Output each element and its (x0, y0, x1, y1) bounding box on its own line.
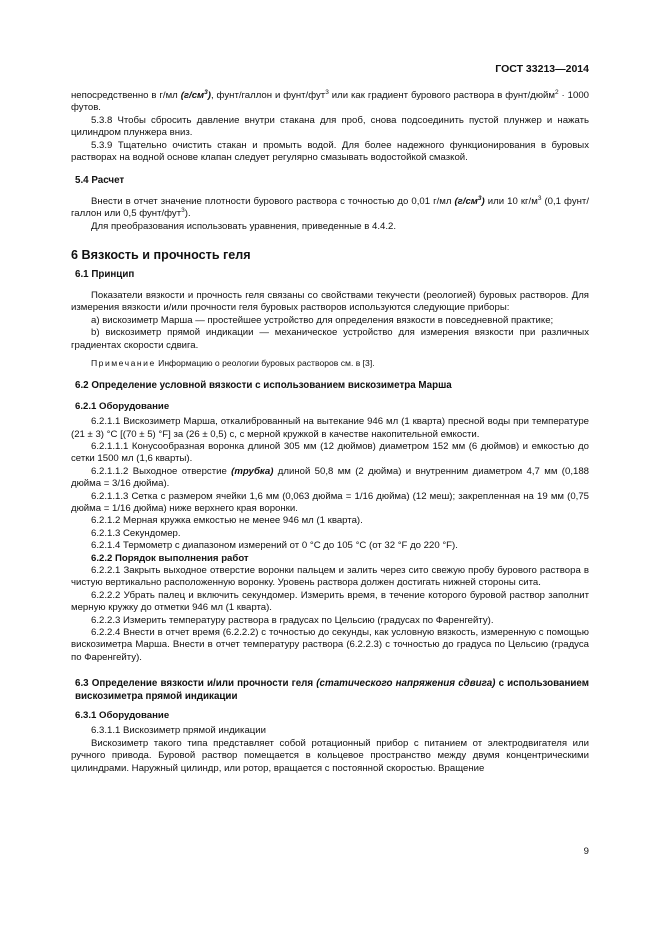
paragraph: 5.3.8 Чтобы сбросить давление внутри стакана для проб, снова подсоединить пустой плунжер и нажать цилиндром плунжера вниз. (71, 114, 589, 139)
subsection-heading: 6.3.1 Оборудование (75, 710, 170, 722)
section-heading: 5.4 Расчет (75, 175, 125, 187)
paragraph: 6.2.2.1 Закрыть выходное отверстие воронки пальцем и залить через сито свежую пробу бурового раствора в чистую вертикально расположенную воронку. Уровень раствора должен достигать нижней стороны сита. (71, 565, 589, 589)
paragraph: Для преобразования использовать уравнения, приведенные в 4.4.2. (91, 220, 397, 232)
note: Примечание Информацию о реологии буровых растворов см. в [3]. (91, 357, 375, 368)
paragraph: 6.2.1.1.2 Выходное отверстие (трубка) длиной 50,8 мм (2 дюйма) и внутренним диаметром 4,7 мм (0,188 дюйма = 3/16 дюйма). (71, 465, 589, 490)
list-item: a) вискозиметр Марша — простейшее устройство для определения вязкости в повседневной практике; (91, 314, 554, 326)
paragraph: 6.2.2.3 Измерить температуру раствора в градусах по Цельсию (градусах по Фаренгейту). (91, 614, 494, 626)
paragraph: 6.2.1.4 Термометр с диапазоном измерений от 0 °С до 105 °С (от 32 °F до 220 °F). (91, 540, 458, 552)
chapter-heading: 6 Вязкость и прочность геля (71, 248, 251, 263)
subsection-heading: 6.2.1 Оборудование (75, 400, 170, 412)
list-item: b) вискозиметр прямой индикации — механическое устройство для измерения вязкости при различных градиентах скорости сдвига. (71, 327, 589, 351)
subsection-heading: 6.2.2 Порядок выполнения работ (91, 552, 249, 564)
paragraph: 6.2.1.1.3 Сетка с размером ячейки 1,6 мм (0,063 дюйма = 1/16 дюйма) (12 меш); закрепленная на 19 мм (0,75 дюйма = 1/16 дюйма) ниже верхнего края воронки. (71, 490, 589, 514)
paragraph: 6.2.1.2 Мерная кружка емкостью не менее 946 мл (1 кварта). (91, 515, 363, 527)
paragraph: 6.2.1.1 Вискозиметр Марша, откалиброванный на вытекание 946 мл (1 кварта) пресной воды при температуре (21 ± 3) °С [(70 ± 5) °F] за (26 ± 0,5) с, с мерной кружкой в качестве накопительной емкости. (71, 416, 589, 440)
paragraph: 6.2.2.2 Убрать палец и включить секундомер. Измерить время, в течение которого буровой раствор заполнит мерную кружку до отметки 946 мл (1 кварта). (71, 589, 589, 614)
paragraph: 6.2.1.1.1 Конусообразная воронка длиной 305 мм (12 дюймов) диаметром 152 мм (6 дюймов) и емкостью до сетки 1500 мл (1,6 кварты). (71, 440, 589, 465)
page-number: 9 (583, 846, 589, 857)
paragraph: непосредственно в г/мл $(г/см^3)$, фунт/галлон и фунт/фут$^3$ или как градиент бурового раствора в фунт/дюйм$^2$ · 1000 футов. (71, 89, 590, 114)
section-heading: 6.2 Определение условной вязкости с использованием вискозиметра Марша (75, 380, 452, 392)
paragraph: 6.2.1.3 Секундомер. (91, 527, 181, 539)
paragraph: Показатели вязкости и прочность геля связаны со свойствами текучести (реологией) буровых растворов. Для измерения вязкости и/или прочности геля буровых растворов используются следующие приборы: (71, 289, 589, 314)
paragraph: 6.2.2.4 Внести в отчет время (6.2.2.2) с точностью до секунды, как условную вязкость, измеренную с помощью вискозиметра Марша. Внести в отчет температуру раствора (6.2.2.3) с точностью до градуса по Цельсию (градуса по Фаренгейту). (71, 627, 589, 663)
paragraph: 5.3.9 Тщательно очистить стакан и промыть водой. Для более надежного функционирования в буровых растворах на водной основе клапан следует регулярно смазывать водостойкой смазкой. (71, 139, 589, 164)
document-body (71, 90, 589, 775)
paragraph: 6.3.1.1 Вискозиметр прямой индикации (91, 725, 267, 737)
section-heading: 6.3 Определение вязкости и/или прочности геля (статического напряжения сдвига) с использованием вискозиметра прямой индикации (75, 678, 589, 702)
paragraph: Внести в отчет значение плотности бурового раствора с точностью до 0,01 г/мл $(г/см^3)$ или 10 $кг/м^3$ (0,1 фунт/галлон или 0,5 фунт/фут$^3$). (71, 194, 589, 220)
paragraph: Вискозиметр такого типа представляет собой ротационный прибор с питанием от электродвигателя или ручного привода. Буровой раствор помещается в кольцевое пространство между двумя концентрическими цилиндрами. Наружный цилиндр, или ротор, вращается с постоянной скоростью. Вращение (71, 737, 589, 774)
section-heading: 6.1 Принцип (75, 269, 135, 281)
document-header: ГОСТ 33213—2014 (495, 63, 589, 75)
